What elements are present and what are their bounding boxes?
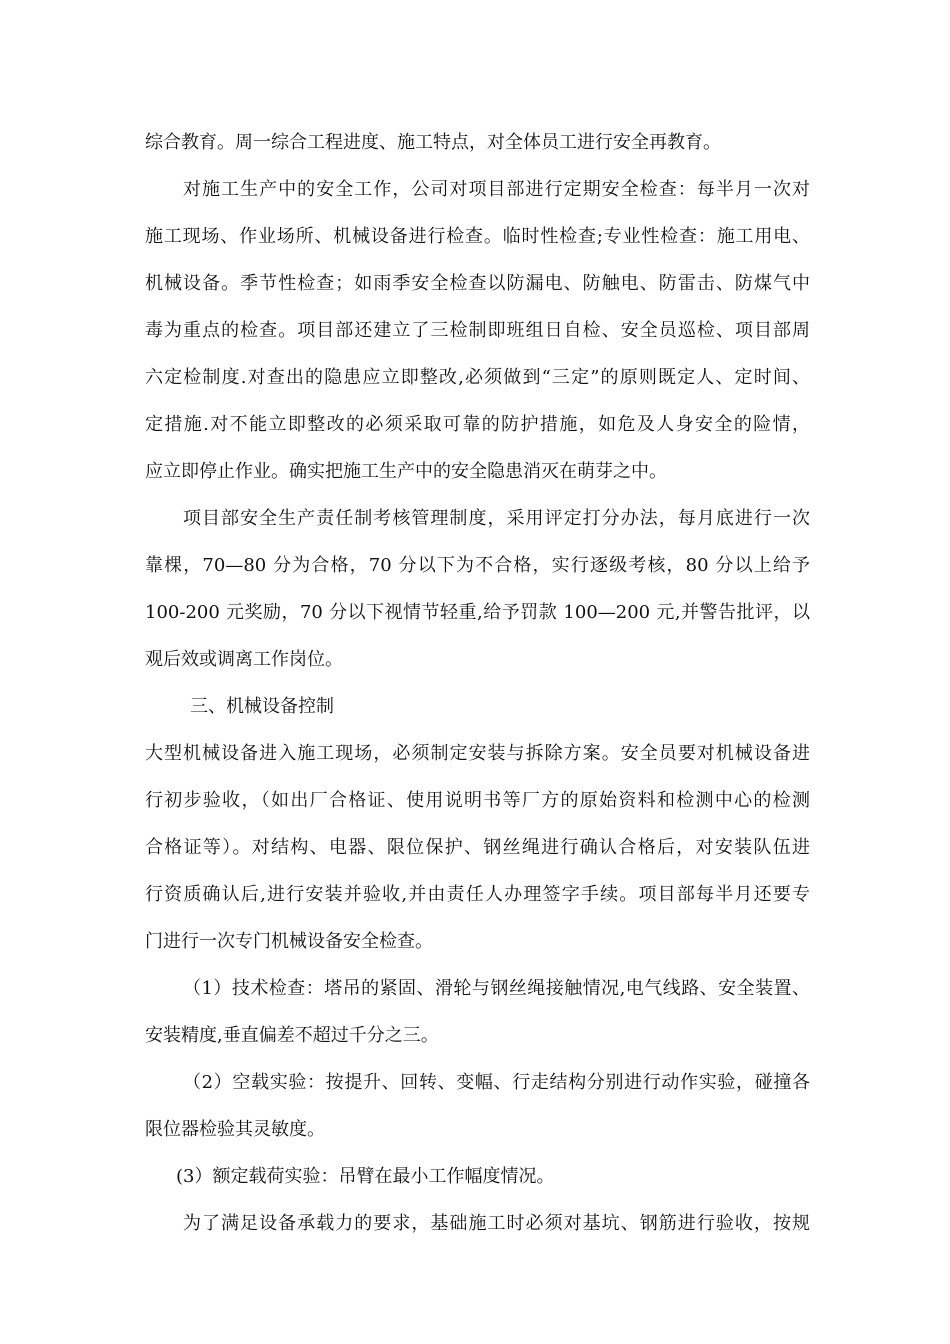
text-line: 机械设备。季节性检查；如雨季安全检查以防漏电、防触电、防雷击、防煤气中 [145,273,810,294]
text-line: 门进行一次专门机械设备安全检查。 [145,931,433,952]
text-line: 观后效或调离工作岗位。 [145,649,343,670]
text-line: 安装精度,垂直偏差不超过千分之三。 [145,1025,439,1046]
text-line: 为了满足设备承载力的要求，基础施工时必须对基坑、钢筋进行验收，按规 [183,1213,810,1234]
text-line: 行初步验收，（如出厂合格证、使用说明书等厂方的原始资料和检测中心的检测 [145,790,810,811]
text-line: 行资质确认后,进行安装并验收,并由责任人办理签字手续。项目部每半月还要专 [145,884,810,905]
text-line: 对施工生产中的安全工作，公司对项目部进行定期安全检查：每半月一次对 [183,179,810,200]
text-line: (3）额定载荷实验：吊臂在最小工作幅度情况。 [176,1166,555,1187]
text-line: （2）空载实验：按提升、回转、变幅、行走结构分别进行动作实验，碰撞各 [183,1072,810,1093]
text-line: 六定检制度.对查出的隐患应立即整改,必须做到“三定”的原则既定人、定时间、 [145,367,810,388]
text-line: 项目部安全生产责任制考核管理制度，采用评定打分办法，每月底进行一次 [183,508,810,529]
text-line: 100-200 元奖励，70 分以下视情节轻重,给予罚款 100—200 元,并警告批评，以 [145,602,810,623]
text-line: 靠棵，70—80 分为合格，70 分以下为不合格，实行逐级考核，80 分以上给予 [145,555,810,576]
section-heading: 三、机械设备控制 [190,696,334,717]
text-line: 定措施.对不能立即整改的必须采取可靠的防护措施，如危及人身安全的险情， [145,414,810,435]
text-line: 大型机械设备进入施工现场，必须制定安装与拆除方案。安全员要对机械设备进 [145,743,810,764]
text-line: 限位器检验其灵敏度。 [145,1119,325,1140]
text-line: 综合教育。周一综合工程进度、施工特点，对全体员工进行安全再教育。 [145,132,721,153]
text-line: 毒为重点的检查。项目部还建立了三检制即班组日自检、安全员巡检、项目部周 [145,320,810,341]
text-line: 合格证等）。对结构、电器、限位保护、钢丝绳进行确认合格后，对安装队伍进 [145,837,810,858]
text-line: 应立即停止作业。确实把施工生产中的安全隐患消灭在萌芽之中。 [145,461,667,482]
text-line: 施工现场、作业场所、机械设备进行检查。临时性检查;专业性检查：施工用电、 [145,226,810,247]
text-line: （1）技术检查：塔吊的紧固、滑轮与钢丝绳接触情况,电气线路、安全装置、 [183,978,810,999]
